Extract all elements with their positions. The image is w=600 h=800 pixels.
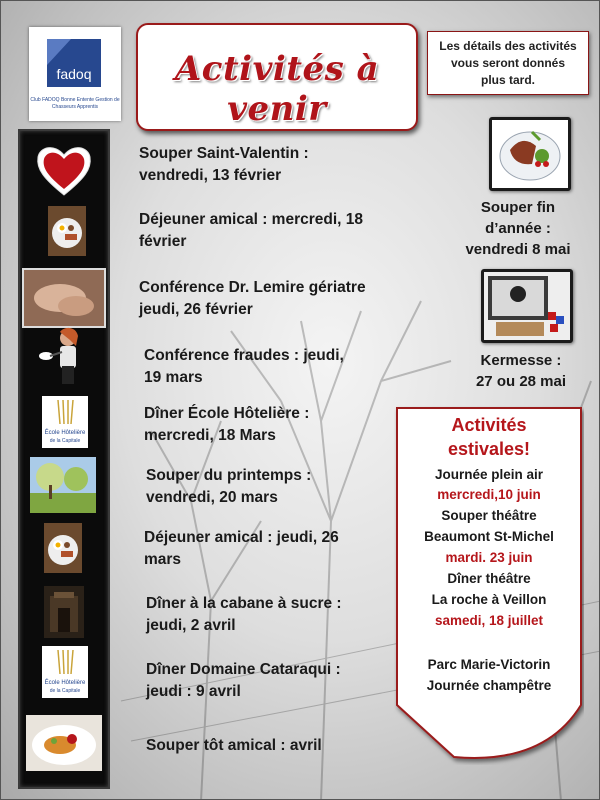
details-note bbox=[427, 31, 589, 95]
bean-bag-toss-icon bbox=[481, 269, 573, 343]
page-title: Activités à venir bbox=[174, 49, 380, 129]
ecole-logo-line2: de la Capitale bbox=[49, 438, 81, 444]
activity-item-1 bbox=[139, 143, 309, 187]
activity-date: jeudi, 26 février bbox=[139, 301, 253, 318]
hands-image bbox=[22, 268, 106, 328]
logo-wordmark: fadoq bbox=[56, 66, 92, 82]
event-line: Souper fin bbox=[480, 199, 556, 216]
summer-date: samedi, 18 juillet bbox=[434, 613, 544, 628]
breakfast-plate-image bbox=[48, 206, 86, 256]
activity-date: mars bbox=[144, 551, 182, 568]
activity-item-6 bbox=[146, 465, 311, 509]
activity-title: Dîner Domaine Cataraqui : bbox=[146, 661, 341, 678]
summer-heading: Activités estivales! bbox=[447, 415, 531, 459]
summer-line: Parc Marie-Victorin bbox=[427, 657, 551, 672]
activity-title: Conférence Dr. Lemire gériatre bbox=[139, 279, 366, 296]
activity-item-7 bbox=[144, 527, 339, 571]
dinner-plate-image bbox=[26, 715, 102, 771]
fadoq-logo-mark bbox=[37, 35, 111, 91]
activity-title: Dîner École Hôtelière : bbox=[144, 405, 310, 422]
summer-line: La roche à Veillon bbox=[431, 592, 547, 607]
image-strip bbox=[18, 129, 110, 789]
activity-title: Déjeuner amical : jeudi, 26 bbox=[144, 529, 339, 546]
sugar-shack-image bbox=[44, 586, 84, 638]
event-line: 27 ou 28 mai bbox=[475, 373, 567, 390]
activity-title: Conférence fraudes : jeudi, bbox=[144, 347, 344, 364]
details-note-text: Les détails des activités vous seront donnés plus tard. bbox=[439, 38, 577, 87]
activity-title: Souper Saint-Valentin : bbox=[139, 145, 309, 162]
ecole-hoteliere-logo bbox=[42, 396, 88, 448]
activity-item-5 bbox=[144, 403, 309, 447]
activity-title: Souper du printemps : bbox=[146, 467, 312, 484]
heart-icon bbox=[34, 143, 94, 199]
logo-subtext: Club FADOQ Bonne Entente Gestion de Chasseurs Apprentis bbox=[30, 97, 120, 110]
event-end-of-year bbox=[448, 197, 588, 260]
activity-item-10 bbox=[146, 735, 322, 757]
activity-date: 19 mars bbox=[144, 369, 203, 386]
summer-date: mardi. 23 juin bbox=[445, 550, 533, 565]
activity-item-2 bbox=[139, 209, 363, 253]
summer-activities-card bbox=[394, 405, 584, 765]
summer-line: Souper théâtre bbox=[441, 508, 537, 523]
speaker-image bbox=[36, 326, 92, 386]
fadoq-logo bbox=[29, 27, 121, 121]
ecole-logo-line1: École Hôtelière bbox=[44, 680, 86, 686]
activity-date: vendredi, 13 février bbox=[139, 167, 282, 184]
activity-date: février bbox=[139, 233, 187, 250]
activity-title: Souper tôt amical : avril bbox=[146, 737, 322, 754]
activity-date: vendredi, 20 mars bbox=[146, 489, 278, 506]
summer-line: Journée champêtre bbox=[426, 678, 552, 693]
ecole-hoteliere-logo bbox=[42, 646, 88, 698]
event-line: d’année : bbox=[485, 220, 551, 237]
summer-date: mercredi,10 juin bbox=[437, 487, 541, 502]
activity-title: Dîner à la cabane à sucre : bbox=[146, 595, 342, 612]
event-line: Kermesse : bbox=[480, 352, 562, 369]
activity-item-9 bbox=[146, 659, 341, 703]
ecole-logo-line1: École Hôtelière bbox=[44, 430, 86, 436]
spring-tree-image bbox=[30, 457, 96, 513]
breakfast-plate-image bbox=[44, 523, 82, 573]
activity-item-3 bbox=[139, 277, 366, 321]
activity-title: Déjeuner amical : mercredi, 18 bbox=[139, 211, 364, 228]
summer-line: Journée plein air bbox=[434, 467, 544, 482]
activity-item-4 bbox=[144, 345, 344, 389]
event-kermesse bbox=[456, 350, 586, 392]
dinner-plate-icon bbox=[489, 117, 571, 191]
activity-date: mercredi, 18 Mars bbox=[144, 427, 276, 444]
activity-date: jeudi, 2 avril bbox=[146, 617, 236, 634]
event-line: vendredi 8 mai bbox=[465, 241, 571, 258]
activity-item-8 bbox=[146, 593, 342, 637]
summer-line: Beaumont St-Michel bbox=[424, 529, 554, 544]
ecole-logo-line2: de la Capitale bbox=[49, 688, 81, 694]
activity-date: jeudi : 9 avril bbox=[146, 683, 241, 700]
summer-line: Dîner théâtre bbox=[447, 571, 531, 586]
title-banner bbox=[136, 23, 418, 131]
